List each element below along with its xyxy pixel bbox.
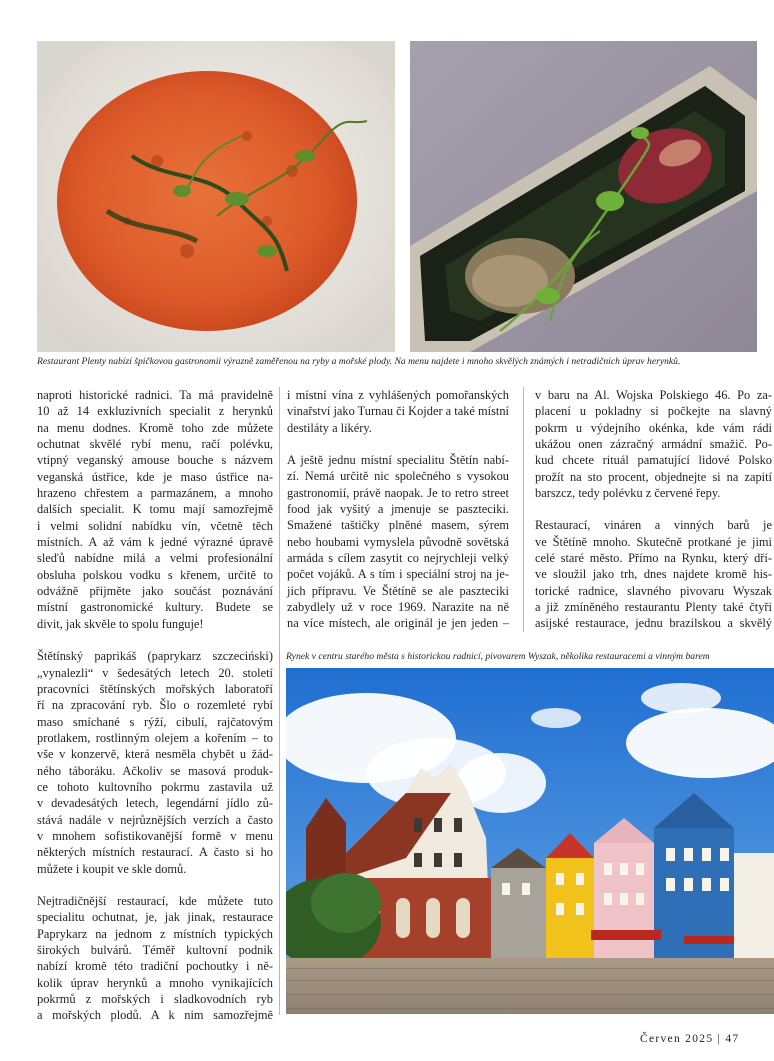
paragraph-line: Restaurací, vináren a vinných barů je — [535, 518, 772, 533]
page-folio: Červen 2025 | 47 — [640, 1033, 740, 1045]
paragraph-line: dalších specialit. K tomu mají samozřejmě — [37, 502, 273, 517]
paragraph-line: nebo houbami vymyslela původně sovětská — [287, 534, 509, 549]
paragraph-line: vtipný veganský amouse bouche s názvem — [37, 453, 273, 468]
soup-image — [37, 41, 395, 352]
paragraph-line: v devadesátých letech, legendární jídlo zů- — [37, 796, 273, 811]
paragraph-line: i velmi solidní nabídku vín, včetně těch — [37, 518, 273, 533]
column-divider — [523, 387, 524, 632]
paragraph-line: celé staré město. Přímo na Rynku, který dří- — [535, 551, 772, 566]
paragraph-line: na více místech, ale originál je jen jeden – — [287, 616, 509, 631]
paragraph-line: odvážně přijměte jako součást poznávání — [37, 584, 273, 599]
paragraph-line: A ještě jednu místní specialitu Štětín nabí- — [287, 453, 509, 468]
paragraph-line: prožít na sto procent, objednejte si na zapití — [535, 469, 772, 484]
paragraph-line: asijské restaurace, jednu brazilskou a skvělý — [535, 616, 772, 631]
paragraph-line: divit, jak skvěle to spolu funguje! — [37, 616, 204, 631]
paragraph-line: veganská ústřice, kde je maso ústřice na- — [37, 469, 273, 484]
paragraph-line: barszcz, tedy polévku z červené řepy. — [535, 486, 721, 501]
paragraph-line: obsluha polskou vodku s křenem, určitě to — [37, 567, 273, 582]
paragraph-line: ného táboráku. Ačkoliv se masová produk- — [37, 763, 273, 778]
paragraph-line: zí. Nemá určitě nic společného s vysokou — [287, 469, 509, 484]
paragraph-line: hrazeno chřestem a parmazánem, a mnoho — [37, 486, 273, 501]
paragraph-line: protlakem, rostlinným olejem a kořením – to — [37, 730, 273, 745]
paragraph-line: naproti historické radnici. Ta má pravidelně — [37, 388, 273, 402]
paragraph-line: 10 až 14 exkluzivních specialit z herynků — [37, 404, 273, 419]
paragraph-line: ve sloužil jako trh, dnes najdete kromě his- — [535, 567, 772, 582]
column-divider — [279, 387, 280, 1015]
paragraph-line: pokrm u výdejního okénka, kde vám rádi — [535, 420, 772, 435]
paragraph-line: na menu dodnes. Kromě toho zde můžete — [37, 420, 273, 435]
paragraph-line: food jak vyšitý a jmenuje se paszteciki. — [287, 502, 509, 517]
paragraph-line: místní gastronomické kultury. Budete se — [37, 600, 273, 615]
article-column-2 — [287, 387, 509, 632]
paragraph-line: širokých bulvárů. Téměř kultovní podnik — [37, 943, 273, 957]
paragraph-line: pracovníci štětínských mořských laboratoří — [37, 681, 273, 696]
article-column-1 — [37, 387, 273, 1024]
square-photo-caption: Rynek v centru starého města s historickou radnicí, pivovarem Wyszak, několika restauracemi a vinným barem — [286, 651, 710, 662]
paragraph-line: Nejtradičnější restaurací, kde můžete tuto — [37, 893, 273, 908]
paragraph-line: v mnohem sofistikovanější formě v menu — [37, 828, 273, 843]
paragraph-line: ukážou onen zázračný armádní smažič. Po- — [535, 437, 772, 452]
paragraph-line: destiláty a likéry. — [287, 420, 372, 435]
paragraph-line: kud chcete rituál pamatující lidové Polsko — [535, 453, 772, 468]
paragraph-line: místních. A až vám k jedné výrazné úpravě — [37, 535, 273, 550]
paragraph-line: a již zmíněného restaurantu Plenty také čtyři — [535, 600, 772, 615]
soup-photo — [37, 41, 395, 352]
paragraph-line: některých místních restaurací. A často si ho — [37, 845, 273, 860]
paragraph-line: a mořských plodů. A k nim samozřejmě — [37, 1008, 273, 1023]
paragraph-line: kolik úprav herynků a mnoho vynikajících — [37, 975, 273, 990]
paragraph-line: vše v konzervě, která nesměla chybět u žád- — [37, 747, 273, 762]
paragraph-line: pokrmů z mořských i sladkovodních ryb — [37, 992, 273, 1007]
market-square-image — [286, 668, 774, 1014]
paragraph-line: ve Štětíně mnoho. Skutečně protkané je jimi — [535, 534, 772, 549]
article-column-3 — [535, 387, 772, 632]
paragraph-line: počet vojáků. A s tím i speciální stroj na je- — [287, 567, 509, 582]
paragraph-line: i místní vína z vyhlášených pomořanských — [287, 388, 509, 402]
paragraph-line: ří na zpracování ryb. Šlo o rozemleté rybí — [37, 698, 273, 713]
fish-dish-image — [410, 41, 757, 352]
paragraph-line: v baru na Al. Wojska Polskiego 46. Po za- — [535, 388, 772, 402]
paragraph-line: můžete i koupit ve skle domů. — [37, 861, 187, 876]
paragraph-line: gastronomií, právě naopak. Je to retro street — [287, 485, 509, 500]
market-square-photo — [286, 668, 774, 1014]
paragraph-line: Paprykarz na jednom z místních typických — [37, 926, 273, 941]
paragraph-line: „vynalezli“ v šedesátých letech 20. století — [37, 665, 273, 680]
top-photos-caption: Restaurant Plenty nabízí špičkovou gastronomii výrazně zaměřenou na ryby a mořské plody. Na menu najdete i mnoho skvělých známých i netradičních úprav herynků. — [37, 356, 681, 367]
paragraph-line: maso smíchané s rýží, cibulí, rajčatovým — [37, 714, 273, 729]
paragraph-line: zabydlely už v roce 1969. Narazite na ně — [287, 600, 509, 615]
paragraph-line: torické radnice, slavného pivovaru Wyszak — [535, 583, 772, 598]
paragraph-line: nabízí kromě této tradiční pochoutky i ně- — [37, 959, 273, 974]
paragraph-line: Štětínský paprikáš (paprykarz szczeciński) — [37, 649, 273, 664]
paragraph-line: sleďů nabídne milá a velmi profesionální — [37, 551, 273, 566]
paragraph-line: vinařství jako Turnau či Kojder a také místní — [287, 404, 509, 419]
paragraph-line: specialitu ochutnat, je, jak jinak, restaurace — [37, 910, 273, 925]
paragraph-line: jich přípravu. Ve Štětíně se ale paszteciki — [287, 583, 509, 598]
paragraph-line: ochutnat skvělé rybí menu, račí polévku, — [37, 437, 273, 452]
paragraph-line: ce tohoto kultovního pokrmu zastavila už — [37, 779, 273, 794]
paragraph-line: Smažené taštičky plněné masem, sýrem — [287, 518, 509, 533]
paragraph-line: armáda s cílem zasytit co nejrychleji velký — [287, 551, 509, 566]
paragraph-line: placení u pokladny si počkejte na slavný — [535, 404, 772, 419]
paragraph-line: stává nadále v nejrůznějších verzích a často — [37, 812, 273, 827]
fish-dish-photo — [410, 41, 757, 352]
